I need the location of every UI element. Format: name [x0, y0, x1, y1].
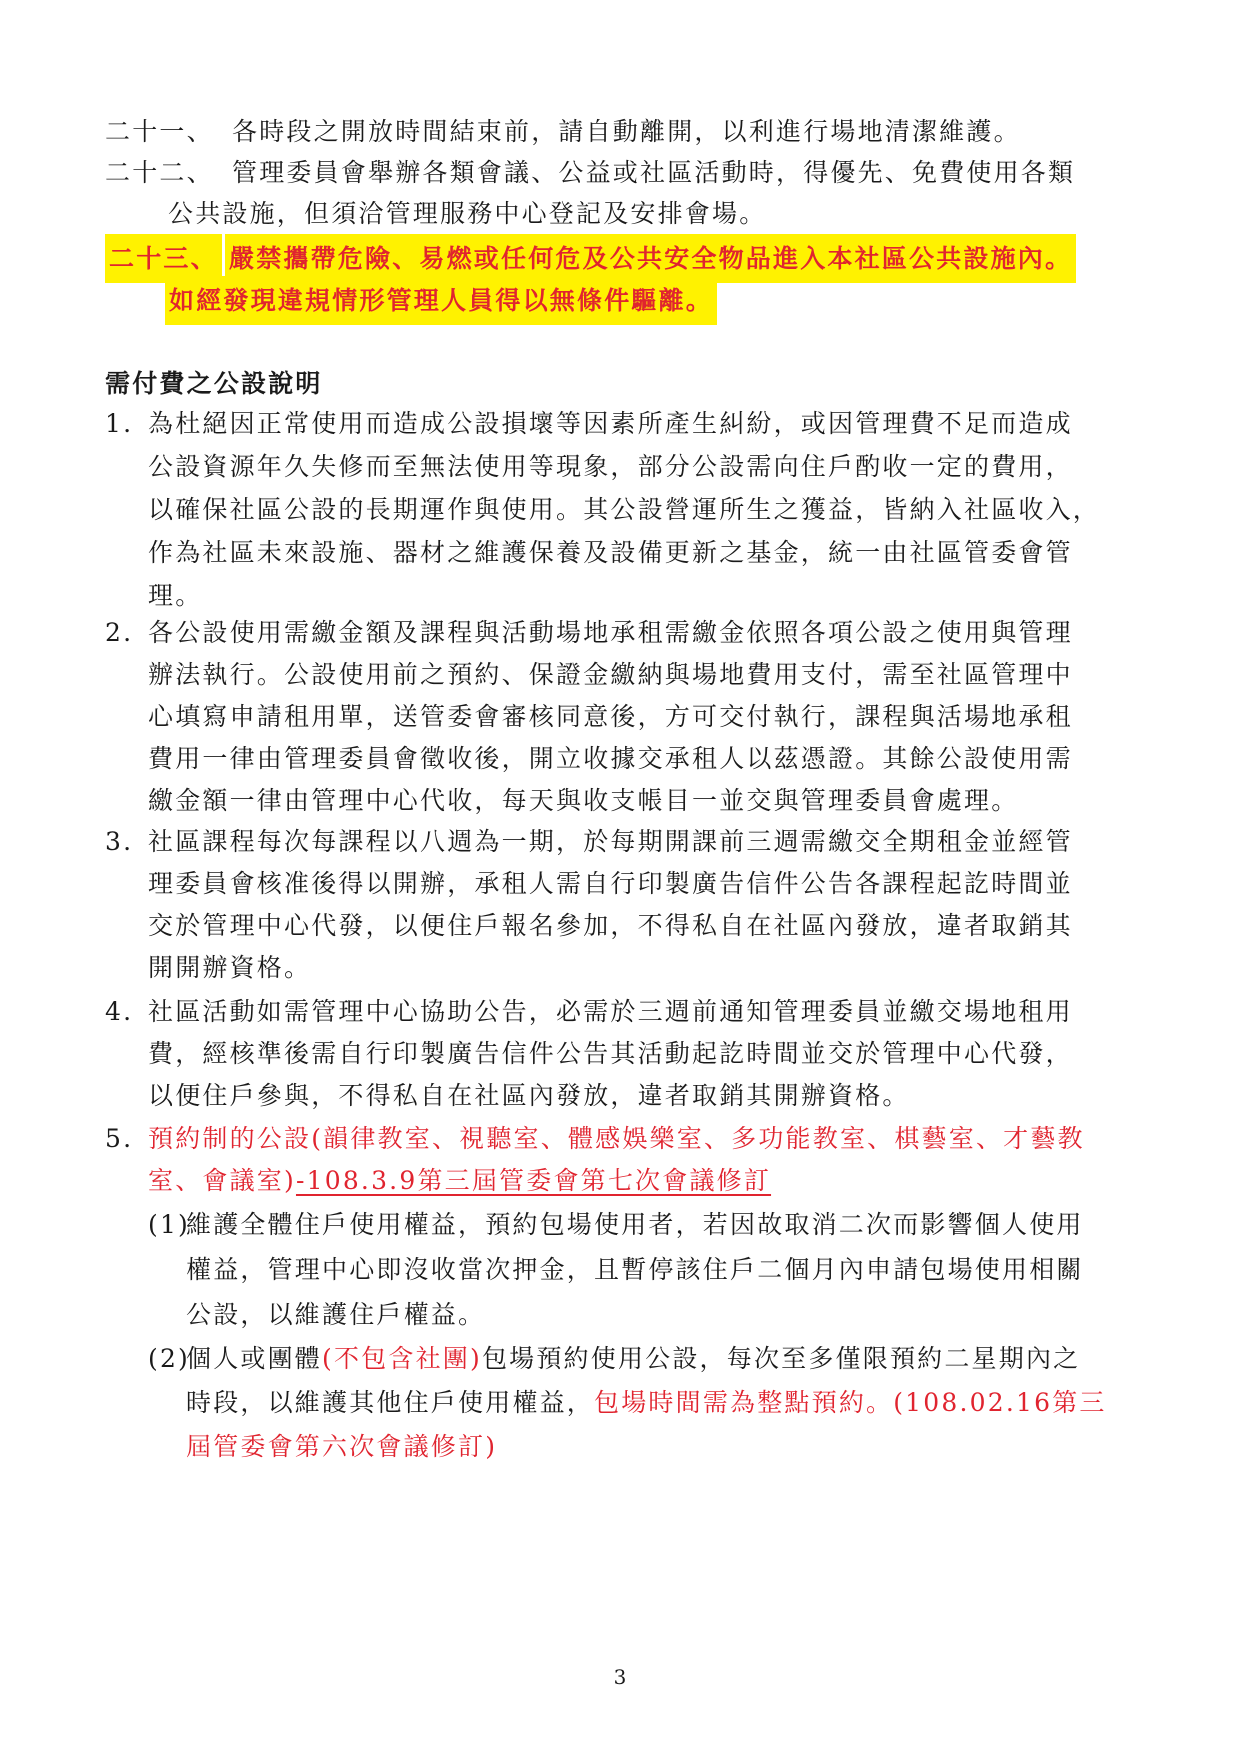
rule-23-line-2: 如經發現違規情形管理人員得以無條件驅離。 — [165, 276, 717, 325]
item-2-number: 2. — [105, 618, 134, 647]
rule-22-line-2: 公共設施，但須洽管理服務中心登記及安排會場。 — [168, 199, 767, 228]
item-2-line: 心填寫申請租用單，送管委會審核同意後，方可交付執行，課程與活場地承租 — [148, 702, 1073, 731]
item-2-line: 辦法執行。公設使用前之預約、保證金繳納與場地費用支付，需至社區管理中 — [148, 660, 1073, 689]
rule-21-text: 各時段之開放時間結束前，請自動離開，以利進行場地清潔維護。 — [232, 117, 1021, 146]
sub-1-label: (1) — [148, 1210, 191, 1239]
rule-23-line-1: 嚴禁攜帶危險、易燃或任何危及公共安全物品進入本社區公共設施內。 — [225, 234, 1076, 283]
section-title: 需付費之公設說明 — [105, 369, 323, 398]
sub-2-purpose: 時段，以維護其他住戶使用權益， — [186, 1388, 595, 1417]
item-5-line-1: 預約制的公設(韻律教室、視聽室、體感娛樂室、多功能教室、棋藝室、才藝教 — [148, 1124, 1085, 1153]
item-5-facilities-tail: 室、會議室) — [148, 1166, 296, 1195]
item-5-number: 5. — [105, 1124, 134, 1153]
item-1-line: 公設資源年久失修而至無法使用等現象，部分公設需向住戶酌收一定的費用， — [148, 452, 1073, 481]
item-4-line: 費，經核準後需自行印製廣告信件公告其活動起訖時間並交於管理中心代發， — [148, 1039, 1073, 1068]
rule-22-label: 二十二、 — [105, 158, 214, 187]
page-number: 3 — [613, 1665, 627, 1689]
item-3-line: 開開辦資格。 — [148, 953, 312, 982]
item-1-line: 作為社區未來設施、器材之維護保養及設備更新之基金，統一由社區管委會管 — [148, 538, 1073, 567]
item-4-number: 4. — [105, 997, 134, 1026]
sub-2-line-3: 屆管委會第六次會議修訂) — [186, 1432, 498, 1461]
item-2-line: 各公設使用需繳金額及課程與活動場地承租需繳金依照各項公設之使用與管理 — [148, 618, 1073, 647]
sub-2-rule-text: 包場預約使用公設，每次至多僅限預約二星期內之 — [481, 1344, 1081, 1373]
item-1-line: 為杜絕因正常使用而造成公設損壞等因素所產生糾紛，或因管理費不足而造成 — [148, 409, 1073, 438]
sub-2-label: (2) — [148, 1344, 191, 1373]
item-1-line: 以確保社區公設的長期運作與使用。其公設營運所生之獲益，皆納入社區收入， — [148, 495, 1101, 524]
sub-1-line: 公設，以維護住戶權益。 — [186, 1300, 486, 1329]
item-2-line: 繳金額一律由管理中心代收，每天與收支帳目一並交與管理委員會處理。 — [148, 786, 1019, 815]
rule-23-label: 二十三、 — [105, 234, 222, 283]
sub-1-line: 權益，管理中心即沒收當次押金，且暫停該住戶二個月內申請包場使用相關 — [186, 1255, 1084, 1284]
item-4-line: 社區活動如需管理中心協助公告，必需於三週前通知管理委員並繳交場地租用 — [148, 997, 1073, 1026]
item-5-revision-note: -108.3.9第三屆管委會第七次會議修訂 — [295, 1166, 772, 1195]
rule-22-line-1: 管理委員會舉辦各類會議、公益或社區活動時，得優先、免費使用各類 — [232, 158, 1076, 187]
item-3-line: 理委員會核准後得以開辦，承租人需自行印製廣告信件公告各課程起訖時間並 — [148, 869, 1073, 898]
sub-2-hourly-note: 包場時間需為整點預約。(108.02.16第三 — [594, 1388, 1107, 1417]
sub-1-line: 維護全體住戶使用權益，預約包場使用者，若因故取消二次而影響個人使用 — [186, 1210, 1084, 1239]
sub-2-exclusion-note: (不包含社團) — [322, 1344, 482, 1373]
item-1-number: 1. — [105, 409, 134, 438]
item-5-line-2 — [148, 1158, 771, 1203]
rule-21-label: 二十一、 — [105, 117, 214, 146]
item-3-line: 社區課程每次每課程以八週為一期，於每期開課前三週需繳交全期租金並經管 — [148, 827, 1073, 856]
item-3-number: 3. — [105, 827, 134, 856]
item-1-line: 理。 — [148, 581, 203, 610]
sub-2-subject: 個人或團體 — [186, 1344, 323, 1373]
sub-2-line-1 — [186, 1336, 1080, 1381]
sub-2-line-2 — [186, 1380, 1107, 1425]
item-2-line: 費用一律由管理委員會徵收後，開立收據交承租人以茲憑證。其餘公設使用需 — [148, 744, 1073, 773]
item-3-line: 交於管理中心代發，以便住戶報名參加，不得私自在社區內發放，違者取銷其 — [148, 911, 1073, 940]
item-4-line: 以便住戶參與，不得私自在社區內發放，違者取銷其開辦資格。 — [148, 1081, 910, 1110]
